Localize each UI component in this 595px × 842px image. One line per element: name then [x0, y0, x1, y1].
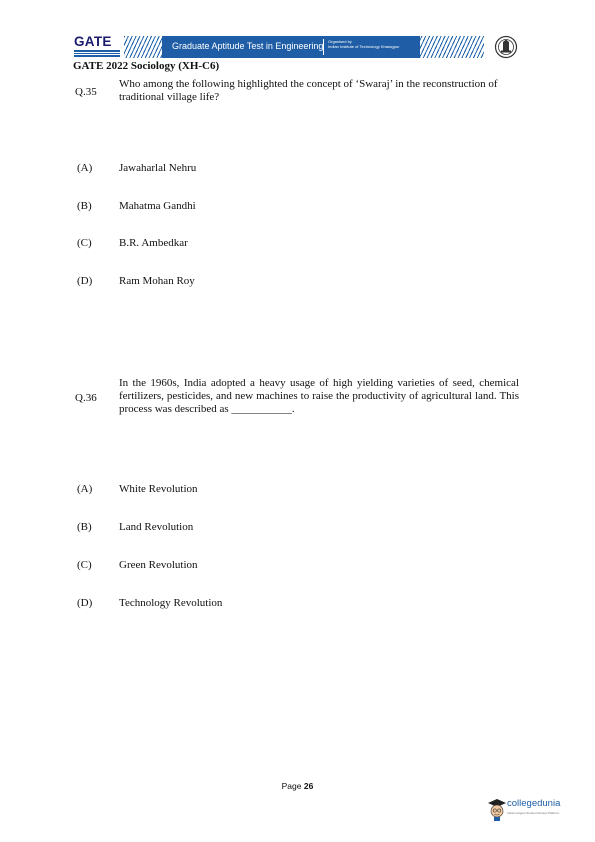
option-letter: (C)	[77, 559, 92, 571]
page-number-value: 26	[303, 781, 314, 791]
gate-logo-text: GATE	[74, 34, 112, 49]
option-letter: (B)	[77, 521, 92, 533]
question-text: In the 1960s, India adopted a heavy usage of high yielding varieties of seed, chemical fertilizers, pesticides, and new machines to raise the productivity of agricultural land. This process was described as ___________.	[119, 377, 519, 415]
option-text: Ram Mohan Roy	[119, 275, 195, 287]
brand-name: collegedunia	[507, 798, 561, 809]
option-text: B.R. Ambedkar	[119, 237, 188, 249]
question-number: Q.35	[75, 86, 97, 98]
option-letter: (B)	[77, 200, 92, 212]
iit-kharagpur-emblem-icon	[494, 35, 518, 59]
option-text: White Revolution	[119, 483, 198, 495]
banner-strip	[162, 36, 420, 58]
option-text: Technology Revolution	[119, 597, 223, 609]
banner-separator	[323, 39, 324, 55]
question-number: Q.36	[75, 392, 97, 404]
option-text: Green Revolution	[119, 559, 198, 571]
option-letter: (D)	[77, 597, 93, 609]
gate-logo-bars	[74, 50, 120, 58]
organizer-line-2: Indian Institute of Technology Kharagpur	[328, 44, 400, 49]
header-banner	[124, 36, 484, 58]
option-letter: (A)	[77, 483, 93, 495]
option-letter: (C)	[77, 237, 92, 249]
option-text: Jawaharlal Nehru	[119, 162, 197, 174]
organizer-text	[328, 39, 400, 49]
page-number	[0, 781, 595, 791]
option-text: Mahatma Gandhi	[119, 200, 196, 212]
organizer-line-1: Organised by	[328, 39, 352, 44]
collegedunia-logo	[485, 796, 591, 822]
option-letter: (D)	[77, 275, 93, 287]
brand-tagline: India's largest Student Review Platform	[507, 811, 560, 815]
gate-logo	[74, 33, 120, 60]
graduate-mascot-icon	[487, 796, 507, 822]
page-label: Page	[281, 781, 302, 791]
banner-title: Graduate Aptitude Test in Engineering	[172, 41, 324, 51]
exam-header	[70, 33, 518, 60]
option-text: Land Revolution	[119, 521, 194, 533]
subject-title: GATE 2022 Sociology (XH-C6)	[73, 60, 220, 72]
option-letter: (A)	[77, 162, 93, 174]
question-text: Who among the following highlighted the concept of ‘Swaraj’ in the reconstruction of traditional village life?	[119, 78, 498, 103]
